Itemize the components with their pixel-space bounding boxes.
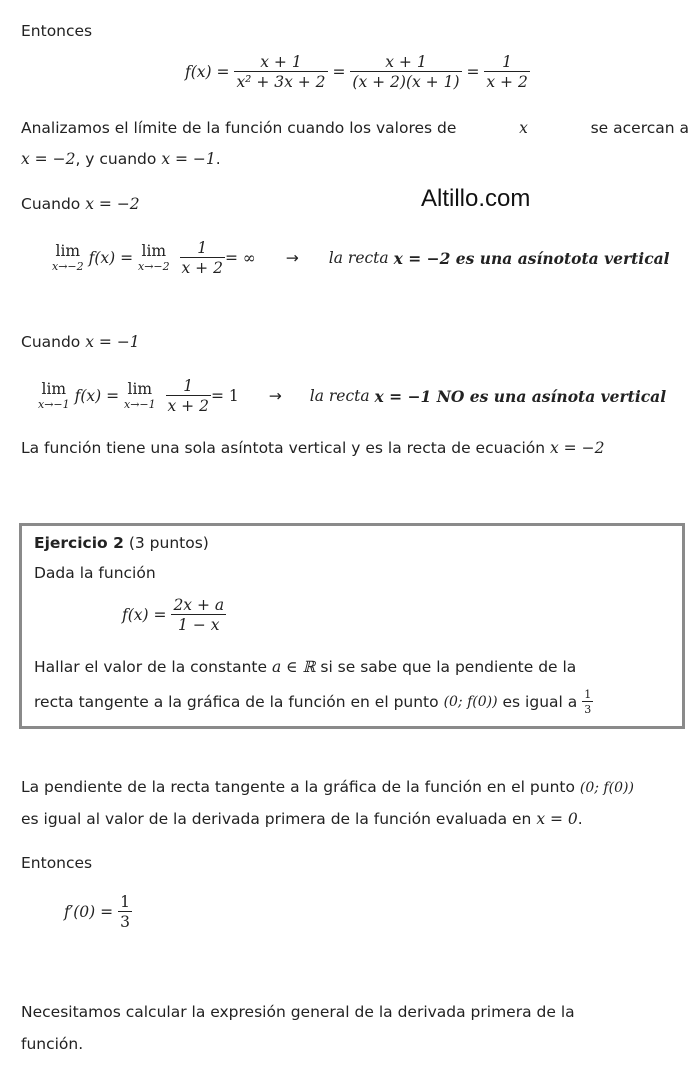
paragraph-cuando-2	[21, 333, 140, 351]
fp-den: 3	[120, 913, 130, 931]
exercise-points: (3 puntos)	[128, 534, 209, 552]
exercise-f: f(x) =	[122, 606, 167, 624]
paragraph-necesitamos-line2: función.	[21, 1035, 84, 1053]
exercise-fr-den: 3	[584, 703, 592, 716]
eq1-fraction-2	[350, 53, 461, 91]
pendiente-period: .	[577, 810, 583, 828]
exercise-line1a: Hallar el valor de la constante	[34, 658, 268, 676]
exercise-title	[34, 534, 209, 552]
exercise-fr-num: 1	[584, 688, 592, 701]
exercise-title-label: Ejercicio 2	[34, 534, 124, 552]
analizamos-text-3: , y cuando	[75, 150, 157, 168]
paragraph-analizamos-line1	[21, 119, 689, 137]
lim2-den: x + 2	[167, 397, 209, 415]
lim1-sub2: x→−2	[138, 260, 170, 274]
fp-num: 1	[120, 893, 130, 911]
lim1-conclusion-2: x = −2 es una asínotota vertical	[393, 248, 670, 268]
exercise-dada: Dada la función	[34, 564, 156, 582]
exercise-small-fraction	[582, 688, 593, 716]
lim2-operator-2	[124, 379, 156, 412]
paragraph-cuando-1	[21, 195, 140, 213]
exercise-function	[122, 596, 226, 634]
lim2-num: 1	[183, 377, 194, 395]
eq1-f1-den: x² + 3x + 2	[236, 73, 326, 91]
lim1-lim: lim	[55, 241, 81, 260]
exercise-line2m: (0; f(0))	[443, 694, 498, 710]
exercise-line-2	[34, 688, 593, 716]
asintota-math: x = −2	[550, 439, 605, 457]
eq1-equals: =	[332, 63, 346, 81]
lim2-conclusion-2: x = −1 NO es una asínota vertical	[374, 386, 667, 406]
pendiente-math-2: x = 0	[536, 810, 578, 828]
eq1-lhs: f(x) =	[185, 63, 230, 81]
paragraph-entonces-2: Entonces	[21, 854, 93, 872]
exercise-line1m: a ∈ ℝ	[271, 658, 316, 676]
eq1-fraction-3	[484, 53, 529, 91]
eq1-f3-den: x + 2	[486, 73, 528, 91]
analizamos-math-x: x	[519, 119, 528, 137]
eq1-equals-2: =	[466, 63, 480, 81]
limit-equation-2	[38, 377, 666, 415]
paragraph-necesitamos-line1: Necesitamos calcular la expresión general de la derivada primera de la	[21, 1003, 575, 1021]
cuando1-text: Cuando	[21, 195, 81, 213]
paragraph-analizamos-line2	[21, 150, 221, 168]
eq1-f2-den: (x + 2)(x + 1)	[352, 73, 460, 91]
arrow-icon: →	[285, 249, 299, 267]
arrow-icon: →	[268, 387, 282, 405]
lim2-fraction	[166, 377, 211, 415]
lim2-sub: x→−1	[38, 398, 70, 412]
lim1-f: f(x) =	[88, 249, 134, 267]
asintota-text: La función tiene una sola asíntota vertical y es la recta de ecuación	[21, 439, 546, 457]
cuando2-text: Cuando	[21, 333, 81, 351]
exercise-num: 2x + a	[173, 596, 225, 614]
lim1-den: x + 2	[181, 259, 223, 277]
pendiente-math-1: (0; f(0))	[579, 780, 634, 796]
fp-lhs: f′(0) =	[64, 903, 114, 921]
lim2-result: = 1	[210, 387, 239, 405]
cuando1-math: x = −2	[85, 195, 140, 213]
analizamos-math-a: x = −2	[21, 150, 76, 168]
analizamos-text-1: Analizamos el límite de la función cuando los valores de	[21, 119, 457, 137]
exercise-line-1	[34, 658, 576, 676]
analizamos-text-2: se acercan a	[590, 119, 689, 137]
eq1-f1-num: x + 1	[260, 53, 302, 71]
lim1-operator	[52, 241, 84, 274]
exercise-line1b: si se sabe que la pendiente de la	[320, 658, 577, 676]
equation-simplification	[185, 53, 530, 91]
exercise-den: 1 − x	[171, 614, 226, 634]
eq1-fraction-1	[234, 53, 327, 91]
watermark: Altillo.com	[421, 185, 531, 212]
pendiente-text-2: es igual al valor de la derivada primera de la función evaluada en	[21, 810, 532, 828]
lim1-lim2: lim	[141, 241, 167, 260]
analizamos-math-b: x = −1	[161, 150, 216, 168]
exercise-line2b: es igual a	[502, 693, 578, 711]
lim1-conclusion-1: la recta	[328, 249, 389, 267]
lim2-lim: lim	[41, 379, 67, 398]
lim2-conclusion-1: la recta	[309, 387, 370, 405]
fp-fraction	[118, 893, 132, 931]
eq1-f2-num: x + 1	[385, 53, 427, 71]
cuando2-math: x = −1	[85, 333, 140, 351]
equation-derivative-value	[64, 893, 132, 931]
lim1-operator-2	[138, 241, 170, 274]
eq1-f3-num: 1	[502, 53, 513, 71]
paragraph-entonces: Entonces	[21, 22, 93, 40]
lim1-result: = ∞	[224, 249, 256, 267]
lim1-fraction	[180, 239, 225, 277]
exercise-line2a: recta tangente a la gráfica de la función en el punto	[34, 693, 439, 711]
paragraph-asintota	[21, 439, 604, 457]
paragraph-pendiente-line2	[21, 810, 583, 828]
lim2-sub2: x→−1	[124, 398, 156, 412]
lim2-lim2: lim	[127, 379, 153, 398]
lim1-num: 1	[197, 239, 208, 257]
limit-equation-1	[52, 239, 670, 277]
lim2-operator	[38, 379, 70, 412]
lim2-f: f(x) =	[74, 387, 120, 405]
pendiente-text-1: La pendiente de la recta tangente a la gráfica de la función en el punto	[21, 778, 575, 796]
paragraph-pendiente-line1	[21, 778, 634, 796]
analizamos-period: .	[215, 150, 221, 168]
lim1-sub: x→−2	[52, 260, 84, 274]
exercise-fraction	[171, 596, 226, 634]
